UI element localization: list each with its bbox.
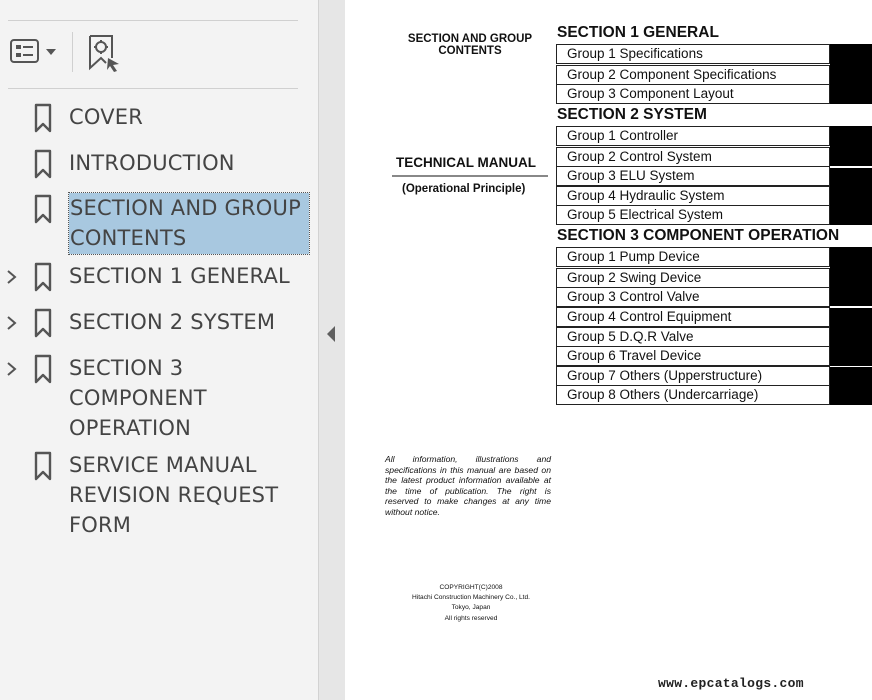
- chevron-right-icon[interactable]: [5, 269, 19, 285]
- toolbar-top-divider: [8, 20, 298, 21]
- disclaimer-text: All information, illustrations and specifications in this manual are based on the latest product information available at the time of publication. The right is reserved to make changes at any time without notice.: [385, 454, 551, 517]
- group-label: Group 2 Swing Device: [567, 270, 702, 285]
- bookmark-label-line: CONTENTS: [70, 226, 187, 250]
- group-label: Group 6 Travel Device: [567, 348, 702, 363]
- bookmark-label: [69, 193, 309, 254]
- bookmark-icon: [33, 103, 53, 133]
- contents-heading-line: CONTENTS: [438, 45, 502, 57]
- bookmark-options-button[interactable]: [8, 36, 60, 68]
- group-label: Group 2 Component Specifications: [567, 67, 777, 82]
- copyright-block: [390, 583, 552, 624]
- section-title: SECTION 2 SYSTEM: [557, 106, 707, 123]
- copyright-line: Tokyo, Japan: [451, 604, 491, 612]
- group-label: Group 7 Others (Upperstructure): [567, 368, 763, 383]
- bookmark-label: COVER: [69, 105, 144, 129]
- group-entry[interactable]: [556, 186, 830, 206]
- panel-collapse-strip[interactable]: [319, 0, 345, 700]
- title-rule: [392, 175, 548, 177]
- bookmark-cover[interactable]: [0, 102, 318, 134]
- section-3-index-tab: [830, 308, 872, 366]
- bookmark-label: INTRODUCTION: [69, 151, 235, 175]
- group-entry[interactable]: [556, 147, 830, 167]
- section-2-index-tab: [830, 126, 872, 166]
- copyright-line: COPYRIGHT(C)2008: [439, 584, 503, 591]
- group-label: Group 3 Component Layout: [567, 86, 734, 101]
- group-label: Group 5 D.Q.R Valve: [567, 329, 694, 344]
- group-label: Group 1 Specifications: [567, 46, 703, 61]
- bookmarks-panel: [0, 0, 318, 700]
- new-bookmark-button[interactable]: [86, 34, 122, 72]
- group-label: Group 5 Electrical System: [567, 207, 724, 222]
- bookmark-icon: [33, 354, 53, 384]
- group-label: Group 4 Control Equipment: [567, 309, 732, 324]
- section-2-index-tab: [830, 168, 872, 225]
- copyright-line: Hitachi Construction Machinery Co., Ltd.: [411, 594, 530, 602]
- toolbar-bottom-divider: [8, 88, 298, 89]
- bookmark-label: SECTION 1 GENERAL: [69, 264, 290, 288]
- bookmark-introduction[interactable]: [0, 148, 318, 180]
- group-entry[interactable]: [556, 327, 830, 347]
- group-entry[interactable]: [556, 247, 830, 267]
- watermark-text: www.epcatalogs.com: [658, 676, 804, 691]
- bookmark-label-line: REVISION REQUEST: [69, 483, 279, 507]
- section-1-index-tab: [830, 44, 872, 104]
- bookmark-icon: [33, 194, 53, 224]
- bookmark-label-line: SERVICE MANUAL: [69, 453, 257, 477]
- group-entry[interactable]: [556, 65, 830, 85]
- group-label: Group 1 Pump Device: [567, 249, 700, 264]
- section-3-index-tab: [830, 247, 872, 306]
- group-label: Group 8 Others (Undercarriage): [567, 387, 759, 402]
- contents-heading-line: SECTION AND GROUP: [407, 33, 533, 45]
- section-title: SECTION 3 COMPONENT OPERATION: [557, 227, 840, 244]
- copyright-line: All rights reserved: [444, 614, 498, 622]
- group-entry[interactable]: [556, 385, 830, 405]
- group-entry[interactable]: [556, 307, 830, 327]
- collapse-panel-arrow-icon[interactable]: [327, 326, 335, 342]
- group-entry[interactable]: [556, 287, 830, 307]
- bookmark-label-line: FORM: [69, 513, 132, 537]
- group-entry[interactable]: [556, 346, 830, 366]
- group-entry[interactable]: [556, 44, 830, 64]
- bookmark-label: [69, 450, 278, 540]
- bookmark-section-and-group-contents[interactable]: [0, 193, 318, 255]
- group-entry[interactable]: [556, 126, 830, 146]
- bookmark-section-2-system[interactable]: [0, 307, 318, 339]
- bookmark-label-line: SECTION AND GROUP: [70, 196, 301, 220]
- chevron-right-icon[interactable]: [5, 361, 19, 377]
- bookmark-service-manual-revision-request-form[interactable]: [0, 450, 318, 542]
- bookmark-icon: [33, 149, 53, 179]
- bookmark-label-line: SECTION 3: [69, 356, 184, 380]
- bookmark-icon: [33, 451, 53, 481]
- bookmark-label: SECTION 2 SYSTEM: [69, 310, 276, 334]
- group-label: Group 1 Controller: [567, 128, 679, 143]
- bookmark-section-1-general[interactable]: [0, 261, 318, 293]
- list-options-icon: [8, 36, 60, 68]
- group-label: Group 3 ELU System: [567, 168, 695, 183]
- bookmark-label: [69, 353, 207, 443]
- chevron-right-icon[interactable]: [5, 315, 19, 331]
- bookmark-section-3-component-operation[interactable]: [0, 353, 318, 445]
- group-entry[interactable]: [556, 205, 830, 225]
- group-label: Group 4 Hydraulic System: [567, 188, 725, 203]
- section-title: SECTION 1 GENERAL: [557, 24, 719, 41]
- group-label: Group 3 Control Valve: [567, 289, 700, 304]
- group-entry[interactable]: [556, 268, 830, 288]
- bookmark-label-line: OPERATION: [69, 416, 191, 440]
- manual-subtitle: (Operational Principle): [402, 183, 526, 195]
- manual-title: TECHNICAL MANUAL: [396, 155, 536, 170]
- bookmark-icon: [33, 308, 53, 338]
- section-3-index-tab: [830, 367, 872, 405]
- bookmark-icon: [33, 262, 53, 292]
- toolbar-separator: [72, 32, 73, 72]
- group-entry[interactable]: [556, 166, 830, 186]
- document-page: [346, 0, 872, 700]
- group-entry[interactable]: [556, 84, 830, 104]
- bookmark-label-line: COMPONENT: [69, 386, 207, 410]
- bookmark-add-icon: [86, 34, 122, 72]
- group-entry[interactable]: [556, 366, 830, 386]
- group-label: Group 2 Control System: [567, 149, 712, 164]
